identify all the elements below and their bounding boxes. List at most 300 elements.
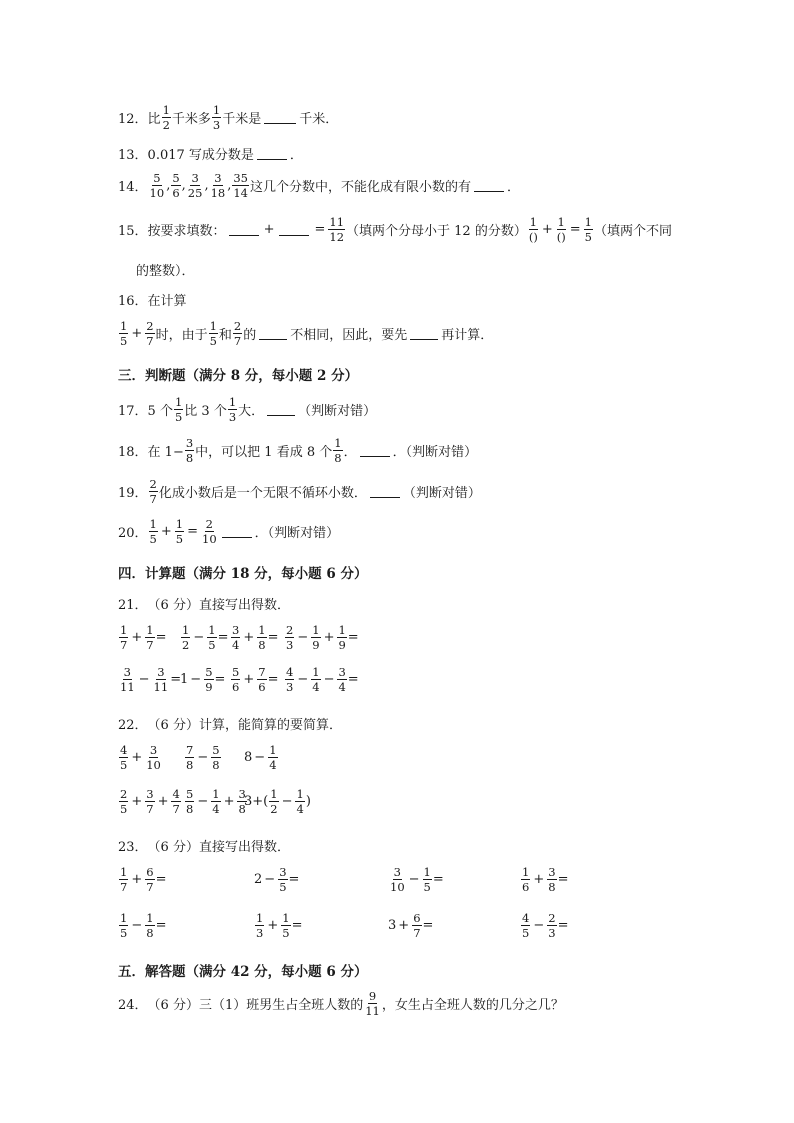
text: （填两个不同 <box>593 224 672 239</box>
denominator: 4 <box>212 802 220 816</box>
denominator: 3 <box>256 926 264 940</box>
question-12 <box>118 104 338 131</box>
expression <box>254 866 299 893</box>
section-5-heading: 五．解答题（满分 42 分，每小题 6 分） <box>118 964 368 980</box>
question-18 <box>118 437 477 464</box>
fraction <box>119 666 136 693</box>
text: 3+( <box>244 794 269 809</box>
expression <box>284 624 359 651</box>
fraction <box>255 912 264 939</box>
expression <box>244 744 279 771</box>
denominator: 5 <box>423 880 431 894</box>
operator: − <box>264 872 276 887</box>
fraction <box>209 320 218 347</box>
denominator: 18 <box>210 186 226 200</box>
denominator: 10 <box>146 758 161 772</box>
numerator: 1 <box>146 623 154 637</box>
expression <box>180 624 228 651</box>
denominator: 3 <box>548 926 556 940</box>
text: = <box>557 918 569 933</box>
text: = <box>288 872 300 887</box>
fraction <box>311 666 320 693</box>
numerator: 5 <box>186 787 194 801</box>
text: = <box>155 872 167 887</box>
numerator: 1 <box>258 623 266 637</box>
question-number: 13． <box>118 148 148 163</box>
fraction[interactable] <box>556 216 567 243</box>
operator: − <box>138 672 150 687</box>
numerator: 2 <box>120 787 128 801</box>
denominator: 9 <box>312 638 320 652</box>
fraction <box>423 866 432 893</box>
numerator: 5 <box>212 743 220 757</box>
numerator: 1 <box>522 865 530 879</box>
fraction <box>174 396 183 423</box>
expression <box>254 912 302 939</box>
numerator: 3 <box>238 787 246 801</box>
denominator: 7 <box>120 880 128 894</box>
fraction <box>145 320 154 347</box>
operator: − <box>323 672 335 687</box>
denominator: 6 <box>258 680 266 694</box>
numerator: 1 <box>529 215 537 229</box>
answer-blank[interactable] <box>264 111 296 124</box>
denominator: 9 <box>338 638 346 652</box>
numerator: 7 <box>258 665 266 679</box>
text: 比 <box>147 112 161 127</box>
denominator: () <box>556 230 566 244</box>
fraction <box>171 172 180 199</box>
expression <box>118 624 166 651</box>
numerator: 3 <box>123 665 131 679</box>
operator: − <box>131 918 143 933</box>
numerator: 9 <box>368 989 377 1003</box>
fraction <box>187 172 204 199</box>
question-number: 21． <box>118 598 148 613</box>
text: 在 1− <box>147 445 184 460</box>
fraction <box>210 172 227 199</box>
numerator: 7 <box>186 743 194 757</box>
numerator: 3 <box>548 865 556 879</box>
denominator: 7 <box>146 880 154 894</box>
question-21 <box>118 594 290 613</box>
numerator: 3 <box>232 623 240 637</box>
expression <box>118 912 166 939</box>
denominator: 5 <box>209 334 217 348</box>
numerator: 1 <box>120 911 128 925</box>
operator: + <box>131 794 143 809</box>
question-13 <box>118 144 303 163</box>
text: 中，可以把 1 看成 8 个 <box>195 445 333 460</box>
question-16 <box>118 290 187 309</box>
denominator: 5 <box>175 532 184 546</box>
denominator: 3 <box>286 680 294 694</box>
answer-blank[interactable] <box>279 223 309 236</box>
fraction <box>119 320 128 347</box>
answer-blank[interactable] <box>370 485 400 498</box>
fraction <box>328 216 345 243</box>
expression <box>244 788 311 815</box>
expression <box>184 788 248 815</box>
text: = <box>170 672 182 687</box>
text: 千米． <box>299 112 339 127</box>
operator: + <box>323 630 335 645</box>
numerator: 1 <box>149 517 157 531</box>
numerator: 11 <box>329 215 345 229</box>
text: = <box>217 630 229 645</box>
fraction <box>364 990 381 1017</box>
text: （判断对错） <box>402 486 481 501</box>
operator: + <box>131 326 143 341</box>
text: = <box>557 872 569 887</box>
denominator: 5 <box>120 334 128 348</box>
numerator: 3 <box>393 865 401 879</box>
numerator: 1 <box>120 865 128 879</box>
denominator: 8 <box>146 926 154 940</box>
expression <box>520 912 568 939</box>
fraction <box>233 320 242 347</box>
text: 1 <box>180 672 189 687</box>
question-16-cont <box>118 320 493 347</box>
denominator: 7 <box>146 334 154 348</box>
numerator: 1 <box>120 319 128 333</box>
denominator: 4 <box>296 802 304 816</box>
fraction <box>145 866 154 893</box>
fraction <box>281 912 290 939</box>
denominator: 8 <box>185 451 194 465</box>
text: = <box>155 630 167 645</box>
text: = <box>267 630 279 645</box>
operator: = <box>187 524 199 539</box>
expression <box>230 624 278 651</box>
text: = <box>214 672 226 687</box>
text: , <box>227 178 232 193</box>
answer-blank[interactable] <box>410 327 438 340</box>
fraction <box>389 866 406 893</box>
denominator: 7 <box>146 802 154 816</box>
fraction <box>228 396 237 423</box>
question-15-cont <box>136 260 195 279</box>
text: = <box>267 672 279 687</box>
numerator: 1 <box>256 911 264 925</box>
numerator: 1 <box>209 319 217 333</box>
expression <box>284 666 359 693</box>
fraction <box>285 666 294 693</box>
text: ． <box>507 180 521 195</box>
fraction <box>211 788 220 815</box>
fraction <box>119 866 128 893</box>
operator: − <box>297 672 309 687</box>
denominator: 5 <box>149 532 157 546</box>
numerator: 1 <box>312 665 320 679</box>
text: 0.017 写成分数是 <box>147 148 254 163</box>
answer-blank[interactable] <box>474 179 504 192</box>
operator: + <box>131 630 143 645</box>
numerator: 4 <box>172 787 180 801</box>
question-24 <box>118 990 564 1017</box>
denominator: 4 <box>312 680 320 694</box>
text: 化成小数后是一个无限不循环小数． <box>158 486 367 501</box>
numerator: 1 <box>296 787 304 801</box>
expression <box>118 744 163 771</box>
numerator: 4 <box>522 911 530 925</box>
fraction <box>257 624 266 651</box>
fraction <box>547 912 556 939</box>
fraction <box>521 912 530 939</box>
denominator: 10 <box>202 532 217 546</box>
operator: − <box>193 630 205 645</box>
denominator: 5 <box>522 926 530 940</box>
denominator: 4 <box>269 758 277 772</box>
numerator: 5 <box>205 665 213 679</box>
denominator: 25 <box>187 186 203 200</box>
numerator: 1 <box>228 395 237 409</box>
denominator: 5 <box>120 758 128 772</box>
denominator: 11 <box>120 680 135 694</box>
fraction <box>269 788 278 815</box>
question-number: 23． <box>118 840 148 855</box>
operator: + <box>157 794 169 809</box>
text: = <box>422 918 434 933</box>
fraction <box>145 624 154 651</box>
numerator: 3 <box>149 743 158 757</box>
operator: + <box>398 918 410 933</box>
operator: − <box>190 672 202 687</box>
denominator: 2 <box>270 802 278 816</box>
fraction <box>278 866 287 893</box>
text: （6 分）直接写出得数． <box>147 598 290 613</box>
answer-blank[interactable] <box>360 444 390 457</box>
text: （6 分）三（1）班男生占全班人数的 <box>147 998 364 1013</box>
answer-blank[interactable] <box>259 327 287 340</box>
text: 时，由于 <box>155 328 208 343</box>
numerator: 1 <box>120 623 128 637</box>
numerator: 1 <box>174 395 183 409</box>
fraction <box>185 788 194 815</box>
fraction <box>162 104 171 131</box>
expression <box>184 744 222 771</box>
operator: + <box>243 630 255 645</box>
question-19 <box>118 478 481 505</box>
text: ． <box>343 445 357 460</box>
question-17 <box>118 396 376 423</box>
numerator: 3 <box>146 787 154 801</box>
operator: = <box>569 222 581 237</box>
text: 的整数）． <box>136 264 195 279</box>
expression <box>388 912 433 939</box>
denominator: 2 <box>182 638 190 652</box>
denominator: 8 <box>186 758 194 772</box>
text: 千米是 <box>222 112 262 127</box>
denominator: 8 <box>238 802 246 816</box>
fraction <box>145 912 154 939</box>
question-number: 19． <box>118 486 148 501</box>
numerator: 1 <box>312 623 320 637</box>
fraction <box>257 666 266 693</box>
answer-blank[interactable] <box>267 403 295 416</box>
numerator: 1 <box>334 436 342 450</box>
text: ) <box>305 794 311 809</box>
question-number: 24． <box>118 998 148 1013</box>
numerator: 2 <box>548 911 556 925</box>
fraction <box>153 666 170 693</box>
fraction <box>149 172 166 199</box>
denominator: 11 <box>153 680 169 694</box>
text: , <box>166 178 171 193</box>
fraction <box>285 624 294 651</box>
text: 大． <box>238 404 265 419</box>
text: （6 分）直接写出得数． <box>147 840 290 855</box>
fraction <box>207 624 216 651</box>
numerator: 1 <box>584 215 592 229</box>
question-number: 15． <box>118 224 148 239</box>
text: ，女生占全班人数的几分之几？ <box>381 998 564 1013</box>
fraction <box>547 866 556 893</box>
fraction <box>119 624 128 651</box>
numerator: 1 <box>423 865 431 879</box>
numerator: 2 <box>286 623 294 637</box>
denominator: 10 <box>390 880 405 894</box>
text: 再计算． <box>441 328 494 343</box>
denominator: 7 <box>413 926 421 940</box>
numerator: 3 <box>279 865 287 879</box>
denominator: 7 <box>149 492 157 506</box>
fraction <box>231 666 240 693</box>
expression <box>520 866 568 893</box>
denominator: 5 <box>584 230 592 244</box>
text: 在计算 <box>147 294 187 309</box>
fraction <box>333 437 342 464</box>
denominator: 8 <box>212 758 220 772</box>
numerator: 2 <box>205 517 213 531</box>
expression <box>388 866 444 893</box>
denominator: 3 <box>212 118 221 132</box>
fraction <box>149 478 158 505</box>
denominator: 12 <box>329 230 345 244</box>
operator: + <box>243 672 255 687</box>
numerator: 1 <box>146 911 154 925</box>
numerator: 5 <box>172 171 180 185</box>
numerator: 35 <box>233 171 248 185</box>
text: 按要求填数： <box>147 224 226 239</box>
question-number: 18． <box>118 445 148 460</box>
operator: − <box>197 794 209 809</box>
operator: − <box>281 794 293 809</box>
answer-blank[interactable] <box>257 147 287 160</box>
operator: − <box>297 630 309 645</box>
operator: − <box>533 918 545 933</box>
answer-blank[interactable] <box>222 525 252 538</box>
question-number: 14． <box>118 180 148 195</box>
text: = <box>347 672 359 687</box>
fraction <box>231 624 240 651</box>
text: 8 <box>244 750 253 765</box>
denominator: 7 <box>146 638 154 652</box>
numerator: 5 <box>153 171 161 185</box>
text: 2 <box>254 872 263 887</box>
fraction <box>171 788 180 815</box>
denominator: 3 <box>228 410 237 424</box>
fraction <box>584 216 593 243</box>
numerator: 2 <box>149 477 157 491</box>
denominator: 4 <box>232 638 240 652</box>
operator: − <box>408 872 420 887</box>
answer-blank[interactable] <box>229 223 259 236</box>
denominator: 5 <box>282 926 290 940</box>
question-number: 12． <box>118 112 148 127</box>
text: , <box>204 178 209 193</box>
fraction[interactable] <box>528 216 539 243</box>
numerator: 2 <box>233 319 242 333</box>
expression <box>118 666 181 693</box>
fraction <box>119 744 128 771</box>
numerator: 4 <box>286 665 294 679</box>
question-number: 16． <box>118 294 148 309</box>
denominator: 14 <box>233 186 248 200</box>
text: 千米多 <box>171 112 211 127</box>
text: = <box>432 872 444 887</box>
fraction <box>212 104 221 131</box>
fraction <box>295 788 304 815</box>
question-15 <box>118 216 672 243</box>
fraction <box>232 172 249 199</box>
fraction <box>412 912 421 939</box>
fraction <box>181 624 190 651</box>
numerator: 1 <box>208 623 216 637</box>
denominator: 8 <box>334 451 342 465</box>
operator: + <box>160 524 172 539</box>
text: 3 <box>388 918 397 933</box>
question-number: 22． <box>118 718 148 733</box>
text: ．（判断对错） <box>392 445 478 460</box>
operator: + <box>223 794 235 809</box>
numerator: 1 <box>212 787 220 801</box>
numerator: 1 <box>175 517 184 531</box>
denominator: 7 <box>233 334 242 348</box>
denominator: 8 <box>186 802 194 816</box>
question-14 <box>118 172 520 199</box>
text: （判断对错） <box>298 404 377 419</box>
denominator: () <box>528 230 538 244</box>
numerator: 3 <box>338 665 346 679</box>
fraction <box>185 437 194 464</box>
denominator: 5 <box>208 638 216 652</box>
denominator: 7 <box>120 638 128 652</box>
denominator: 5 <box>120 802 128 816</box>
numerator: 5 <box>232 665 240 679</box>
fraction <box>201 518 218 545</box>
denominator: 6 <box>172 186 180 200</box>
text: = <box>347 630 359 645</box>
text: ．（判断对错） <box>254 526 340 541</box>
text: , <box>181 178 186 193</box>
numerator: 3 <box>185 436 194 450</box>
fraction <box>211 744 220 771</box>
denominator: 4 <box>338 680 346 694</box>
question-23 <box>118 836 290 855</box>
denominator: 2 <box>162 118 170 132</box>
expression <box>180 666 225 693</box>
fraction <box>337 624 346 651</box>
text: ． <box>289 148 303 163</box>
numerator: 3 <box>191 171 199 185</box>
expression <box>118 866 166 893</box>
question-number: 20． <box>118 526 148 541</box>
operator: = <box>314 222 326 237</box>
text: = <box>155 918 167 933</box>
numerator: 6 <box>413 911 421 925</box>
denominator: 9 <box>205 680 213 694</box>
